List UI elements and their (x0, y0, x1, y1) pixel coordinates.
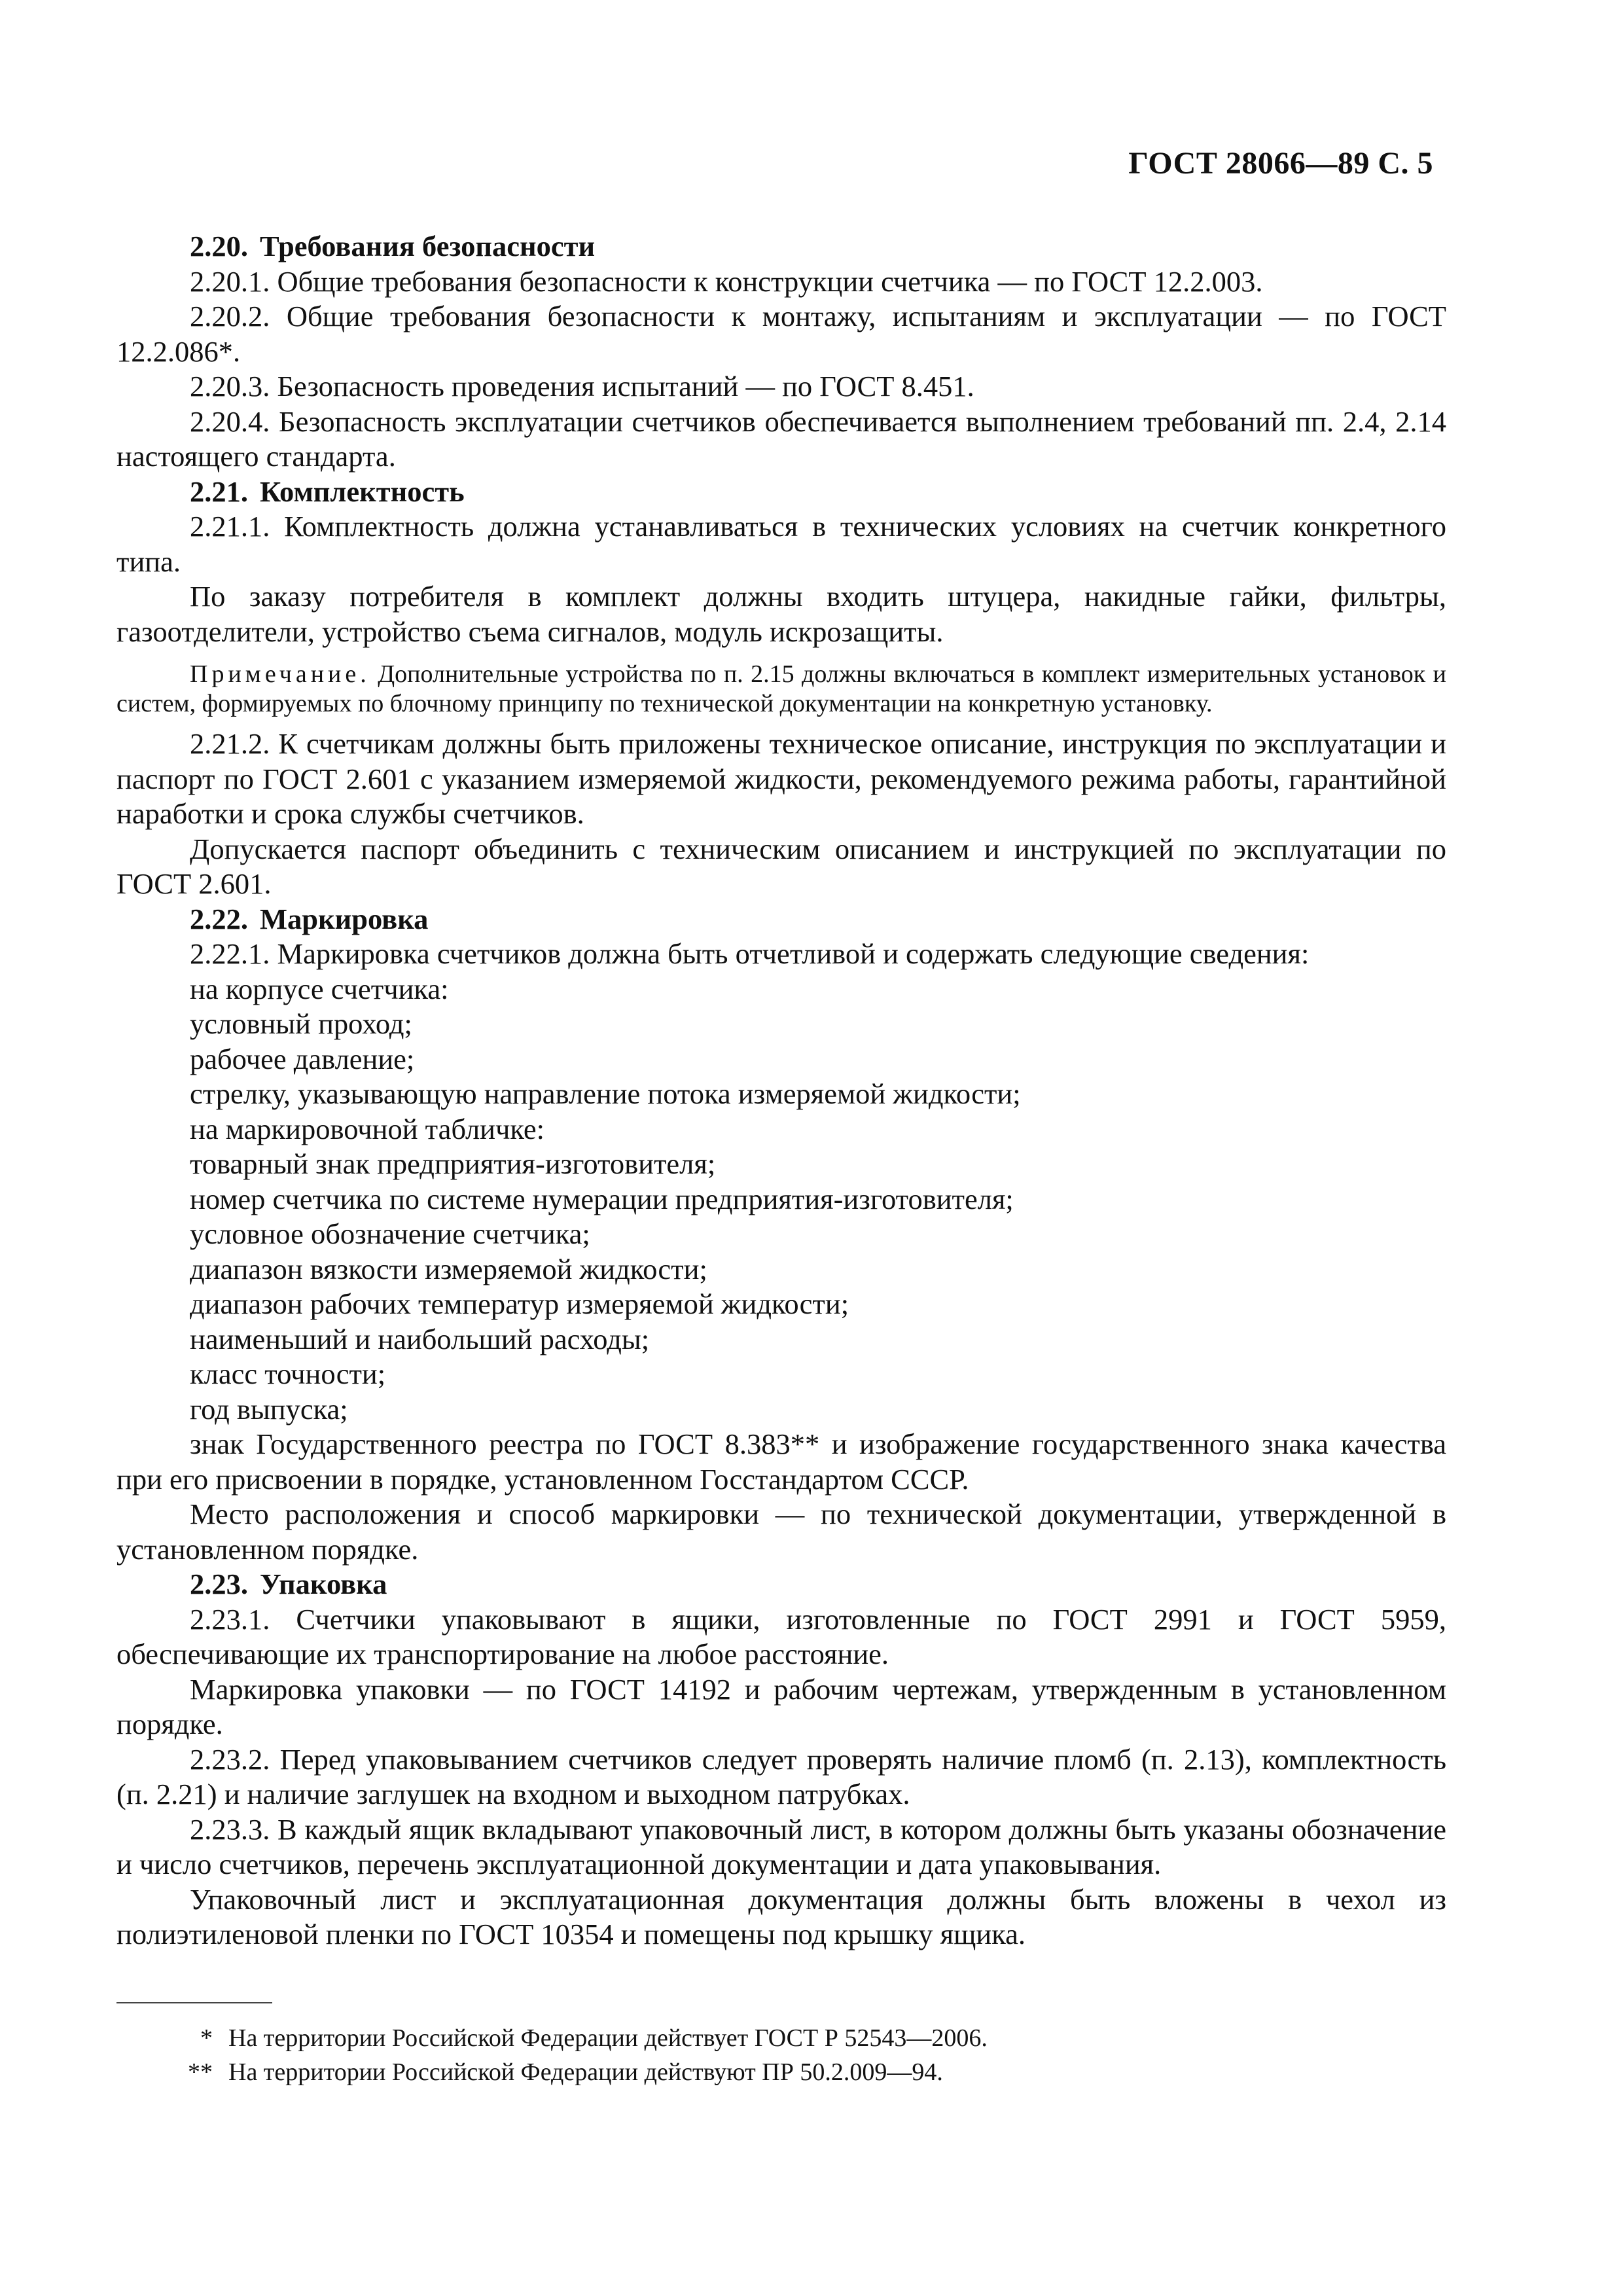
footnote-text: На территории Российской Федерации действуют ПР 50.2.009—94. (228, 2058, 943, 2086)
list-item: условный проход; (190, 1007, 412, 1040)
footnote-mark: ** (188, 2058, 213, 2086)
paragraph: Допускается паспорт объединить с техническим описанием и инструкцией по эксплуатации по ГОСТ 2.601. (116, 832, 1446, 900)
footnote (116, 2021, 1446, 2055)
paragraph: знак Государственного реестра по ГОСТ 8.383** и изображение государственного знака качества при его присвоении в порядке, установленном Госстандартом СССР. (116, 1427, 1446, 1496)
list-item: на маркировочной табличке: (190, 1112, 544, 1145)
footnote (116, 2055, 1446, 2089)
paragraph: 2.20.1. Общие требования безопасности к конструкции счетчика — по ГОСТ 12.2.003. (190, 264, 1263, 298)
footnote-separator (116, 2002, 272, 2003)
section-heading (116, 475, 1446, 510)
note-label: Примечание. (190, 660, 370, 688)
list-item: диапазон вязкости измеряемой жидкости; (190, 1252, 707, 1285)
list-item: товарный знак предприятия-изготовителя; (190, 1147, 716, 1180)
paragraph: По заказу потребителя в комплект должны входить штуцера, накидные гайки, фильтры, газоотделители, устройство съема сигналов, модуль искрозащиты. (116, 580, 1446, 648)
list-item: рабочее давление; (190, 1042, 415, 1075)
paragraph: Упаковочный лист и эксплуатационная документация должны быть вложены в чехол из полиэтиленовой пленки по ГОСТ 10354 и помещены под крышку ящика. (116, 1882, 1446, 1950)
paragraph: 2.21.2. К счетчикам должны быть приложены техническое описание, инструкция по эксплуатации и паспорт по ГОСТ 2.601 с указанием измеряемой жидкости, рекомендуемого режима работы, гарантийной наработки и срока службы счетчиков. (116, 727, 1446, 830)
list-item: год выпуска; (190, 1392, 348, 1426)
paragraph: 2.21.1. Комплектность должна устанавливаться в технических условиях на счетчик конкретного типа. (116, 510, 1446, 578)
paragraph: 2.22.1. Маркировка счетчиков должна быть отчетливой и содержать следующие сведения: (190, 937, 1310, 970)
section-title: Требования безопасности (260, 230, 596, 262)
page-header: ГОСТ 28066—89 С. 5 (1128, 146, 1433, 181)
paragraph: 2.20.2. Общие требования безопасности к монтажу, испытаниям и эксплуатации — по ГОСТ 12.2.086*. (116, 300, 1446, 368)
section-number: 2.21. (190, 475, 248, 508)
list-item: диапазон рабочих температур измеряемой жидкости; (190, 1287, 849, 1320)
footnotes (116, 2021, 1446, 2089)
paragraph: 2.23.3. В каждый ящик вкладывают упаковочный лист, в котором должны быть указаны обозначение и число счетчиков, перечень эксплуатационной документации и дата упаковывания. (116, 1812, 1446, 1880)
list-item: стрелку, указывающую направление потока измеряемой жидкости; (190, 1077, 1021, 1110)
footnote-mark: * (200, 2024, 213, 2052)
section-number: 2.20. (190, 230, 248, 262)
section-number: 2.23. (190, 1568, 248, 1600)
paragraph: 2.23.1. Счетчики упаковывают в ящики, изготовленные по ГОСТ 2991 и ГОСТ 5959, обеспечивающие их транспортирование на любое расстояние. (116, 1602, 1446, 1670)
section-title: Упаковка (260, 1568, 387, 1600)
footnote-text: На территории Российской Федерации действует ГОСТ Р 52543—2006. (228, 2024, 988, 2052)
note-text: Дополнительные устройства по п. 2.15 должны включаться в комплект измерительных установок и систем, формируемых по блочному принципу по технической документации на конкретную установку. (116, 660, 1447, 717)
document-body (116, 229, 1446, 1952)
section-title: Маркировка (260, 902, 429, 935)
paragraph: 2.23.2. Перед упаковыванием счетчиков следует проверять наличие пломб (п. 2.13), комплектность (п. 2.21) и наличие заглушек на входном и выходном патрубках. (116, 1742, 1446, 1810)
list-item: номер счетчика по системе нумерации предприятия-изготовителя; (190, 1182, 1014, 1215)
list-item: на корпусе счетчика: (190, 972, 449, 1005)
list-item: наименьший и наибольший расходы; (190, 1322, 650, 1355)
section-heading (116, 902, 1446, 937)
paragraph: 2.20.4. Безопасность эксплуатации счетчиков обеспечивается выполнением требований пп. 2.4, 2.14 настоящего стандарта. (116, 404, 1446, 473)
list-item: условное обозначение счетчика; (190, 1217, 590, 1250)
paragraph: 2.20.3. Безопасность проведения испытаний — по ГОСТ 8.451. (190, 370, 974, 403)
paragraph: Маркировка упаковки — по ГОСТ 14192 и рабочим чертежам, утвержденным в установленном порядке. (116, 1672, 1446, 1740)
note (116, 660, 1446, 719)
section-heading (116, 1567, 1446, 1602)
section-title: Комплектность (260, 475, 465, 508)
paragraph: Место расположения и способ маркировки — по технической документации, утвержденной в установленном порядке. (116, 1498, 1446, 1566)
list-item: класс точности; (190, 1357, 386, 1390)
section-heading (116, 229, 1446, 264)
section-number: 2.22. (190, 902, 248, 935)
